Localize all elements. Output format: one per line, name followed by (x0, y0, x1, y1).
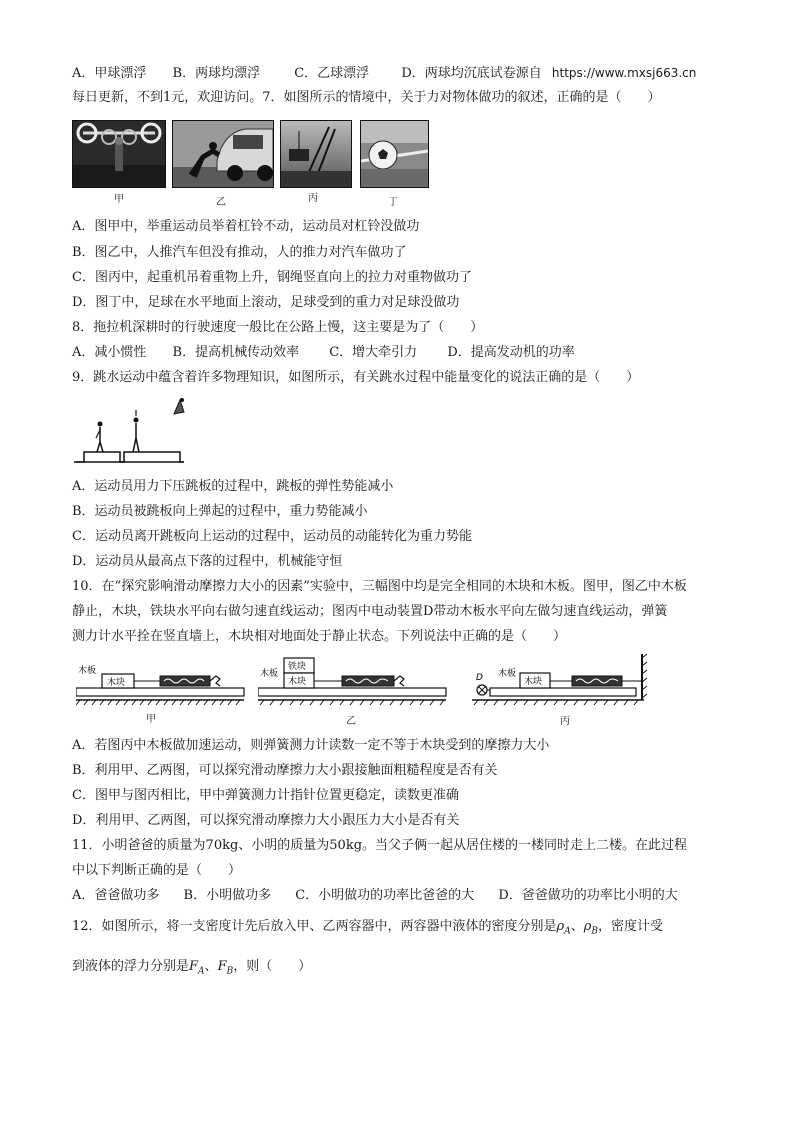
q11-stem-2: 中以下判断正确的是（ ） (72, 863, 242, 878)
motor-label-bing: D (476, 673, 483, 683)
diving-figure (72, 396, 202, 466)
caption-fig-jia: 甲 (146, 714, 156, 725)
source-url: https://www.mxsj663.cn (551, 66, 697, 80)
q8-stem: 8．拖拉机深耕时的行驶速度一般比在公路上慢，这主要是为了（ ） (72, 320, 484, 335)
q8-option-a: A．减小惯性 (72, 345, 147, 360)
board-label-jia: 木板 (78, 666, 97, 676)
caption-fig-bing: 丙 (560, 716, 570, 727)
q7-option-a: A．图甲中，举重运动员举着杠铃不动，运动员对杠铃没做功 (72, 219, 420, 234)
q8-options-line (72, 344, 575, 362)
q6-option-b: B．两球均漂浮 (172, 66, 261, 81)
q10-option-b: B．利用甲、乙两图，可以探究滑动摩擦力大小跟接触面粗糙程度是否有关 (72, 763, 498, 778)
board-label-bing: 木板 (498, 669, 517, 679)
q7-stem: 每日更新，不到1元，欢迎访问。7．如图所示的情境中，关于力对物体做功的叙述，正确的是（ ） (72, 90, 661, 105)
q9-option-c: C．运动员离开跳板向上运动的过程中，运动员的动能转化为重力势能 (72, 529, 472, 544)
friction-figure-jia (76, 660, 246, 722)
photo-push-car (172, 120, 274, 188)
q11-options-line (72, 887, 678, 905)
photo-crane (280, 120, 352, 188)
caption-bing: 丙 (308, 193, 318, 204)
q10-option-c: C．图甲与图丙相比，甲中弹簧测力计指针位置更稳定，读数更准确 (72, 788, 459, 803)
q10-stem-2: 静止，木块，铁块水平向右做匀速直线运动；图丙中电动装置D带动木板水平向左做匀速直线运动，弹簧 (72, 604, 668, 619)
q11-option-c: C．小明做功的功率比爸爸的大 (295, 888, 475, 903)
q6-option-d: D．两球均沉底试卷源自 (401, 66, 542, 81)
caption-jia: 甲 (114, 194, 124, 205)
q7-option-c: C．图丙中，起重机吊着重物上升，钢绳竖直向上的拉力对重物做功了 (72, 270, 472, 285)
q9-option-d: D．运动员从最高点下落的过程中，机械能守恒 (72, 554, 343, 569)
q10-stem-1: 10．在“探究影响滑动摩擦力大小的因素”实验中，三幅图中均是完全相同的木块和木板。图甲，图乙中木板 (72, 579, 687, 594)
caption-fig-yi: 乙 (346, 716, 356, 727)
q10-option-d: D．利用甲、乙两图，可以探究滑动摩擦力大小跟压力大小是否有关 (72, 813, 460, 828)
caption-ding: 丁 (388, 197, 398, 208)
q12-stem-2: 到液体的浮力分别是$F_A$、$F_B$，则（ ） (72, 959, 312, 977)
q11-option-b: B．小明做功多 (183, 888, 272, 903)
q8-option-b: B．提高机械传动效率 (172, 345, 300, 360)
q6-options-line (72, 64, 696, 83)
q8-option-c: C．增大牵引力 (329, 345, 418, 360)
q11-option-a: A．爸爸做功多 (72, 888, 160, 903)
force-b: F (217, 959, 227, 974)
q9-option-a: A．运动员用力下压跳板的过程中，跳板的弹性势能减小 (72, 479, 394, 494)
caption-yi: 乙 (216, 197, 226, 208)
q10-option-a: A．若图丙中木板做加速运动，则弹簧测力计读数一定不等于木块受到的摩擦力大小 (72, 738, 550, 753)
q9-option-b: B．运动员被跳板向上弹起的过程中，重力势能减小 (72, 504, 368, 519)
block-label-jia: 木块 (107, 678, 126, 688)
block-label-yi: 木块 (288, 677, 307, 687)
q7-option-d: D．图丁中，足球在水平地面上滚动，足球受到的重力对足球没做功 (72, 295, 460, 310)
photo-football (360, 120, 429, 188)
photo-weightlifter (72, 120, 166, 188)
rho-a: ρ (556, 919, 565, 934)
q6-option-c: C．乙球漂浮 (294, 66, 370, 81)
iron-label-yi: 铁块 (288, 662, 307, 672)
q12-stem-1: 12．如图所示，将一支密度计先后放入甲、乙两容器中，两容器中液体的密度分别是$\rho_A$、$\rho_B$，密度计受 (72, 919, 664, 937)
q7-option-b: B．图乙中，人推汽车但没有推动，人的推力对汽车做功了 (72, 245, 407, 260)
rho-b: ρ (583, 919, 592, 934)
q11-stem-1: 11．小明爸爸的质量为70kg、小明的质量为50kg。当父子俩一起从居住楼的一楼同时走上二楼。在此过程 (72, 838, 688, 853)
q10-stem-3: 测力计水平拴在竖直墙上，木块相对地面处于静止状态。下列说法中正确的是（ ） (72, 629, 567, 644)
q9-stem: 9．跳水运动中蕴含着许多物理知识，如图所示，有关跳水过程中能量变化的说法正确的是（ ） (72, 370, 640, 385)
q8-option-d: D．提高发动机的功率 (447, 345, 575, 360)
q11-option-d: D．爸爸做功的功率比小明的大 (498, 888, 678, 903)
force-a: F (189, 959, 199, 974)
board-label-yi: 木板 (260, 669, 279, 679)
block-label-bing: 木块 (524, 677, 543, 687)
q6-option-a: A．甲球漂浮 (72, 66, 147, 81)
